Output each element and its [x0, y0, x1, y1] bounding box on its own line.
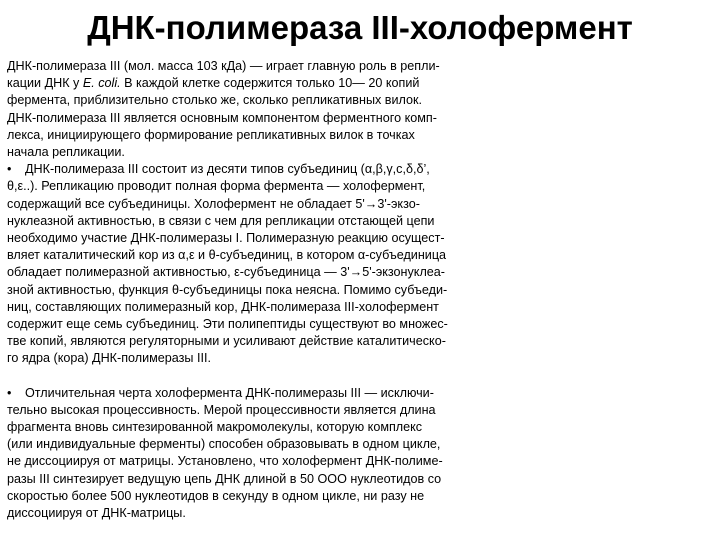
species-name: E. coli.: [82, 76, 121, 91]
text-line: тве копий, являются регуляторными и усиливают действие каталитическо-: [7, 334, 446, 349]
text-line: разы III синтезирует ведущую цепь ДНК длиной в 50 ООО нуклеотидов со: [7, 471, 442, 486]
slide-body: [7, 58, 515, 522]
text-line: го ядра (кора) ДНК-полимеразы III.: [7, 351, 211, 366]
text-line: диссоциируя от ДНК-матрицы.: [7, 506, 186, 521]
bullet-icon: •: [7, 162, 12, 177]
text-line: вляет каталитический кор из α,ε и θ-субъединиц, в котором α-субъединица: [7, 248, 447, 263]
text-line: θ,ε..). Репликацию проводит полная форма фермента — холофермент,: [7, 179, 426, 194]
slide-title: ДНК-полимераза III-холофермент: [87, 9, 633, 46]
text-run: кации ДНК у: [7, 76, 83, 91]
text-line: лекса, инициирующего формирование репликативных вилок в точках: [7, 127, 415, 142]
text-line: [7, 161, 515, 178]
text-line: [7, 385, 515, 402]
bullet-paragraph-processivity: [7, 385, 515, 523]
text-line: обладает полимеразной активностью, ε-субъединица — 3'→5'-экзонуклеа-: [7, 265, 446, 280]
bullet-paragraph-subunits: [7, 161, 515, 367]
text-line: содержащий все субъединицы. Холофермент не обладает 5'→3'-экзо-: [7, 196, 420, 211]
text-line: (или индивидуальные ферменты) способен образовывать в одном цикле,: [7, 437, 441, 452]
text-line: содержит еще семь субъединиц. Эти полипептиды существуют во множес-: [7, 317, 448, 332]
text-line: зной активностью, функция θ-субъединицы пока неясна. Помимо субъеди-: [7, 282, 448, 297]
text-line: ДНК-полимераза III (мол. масса 103 кДа) — играет главную роль в репли-: [7, 59, 440, 73]
text-line: необходимо участие ДНК-полимеразы I. Полимеразную реакцию осущест-: [7, 231, 445, 246]
text-line: фрагмента вновь синтезированной макромолекулы, которую комплекс: [7, 420, 423, 435]
text-line: ДНК-полимераза III является основным компонентом ферментного комп-: [7, 110, 437, 125]
text-run: В каждой клетке содержится только 10— 20 копий: [120, 76, 420, 91]
text-line: нуклеазной активностью, в связи с чем для репликации отстающей цепи: [7, 213, 435, 228]
text-run: ДНК-полимераза III состоит из десяти типов субъединиц (α,β,γ,с,δ,δ’,: [25, 162, 430, 177]
text-line: ниц, составляющих полимеразный кор, ДНК-полимераза III-холофермент: [7, 299, 439, 314]
text-line: начала репликации.: [7, 145, 125, 160]
text-line: скоростью более 500 нуклеотидов в секунду в одном цикле, ни разу не: [7, 488, 425, 503]
text-line: [7, 75, 515, 92]
text-line: фермента, приблизительно столько же, сколько репликативных вилок.: [7, 93, 423, 108]
intro-paragraph: [7, 58, 515, 161]
text-run: Отличительная черта холофермента ДНК-полимеразы III — исключи-: [25, 385, 434, 400]
paragraph-gap: [7, 368, 515, 385]
text-line: не диссоциируя от матрицы. Установлено, что холофермент ДНК-полиме-: [7, 454, 443, 469]
text-line: тельно высокая процессивность. Мерой процессивности является длина: [7, 402, 436, 417]
bullet-icon: •: [7, 385, 12, 400]
